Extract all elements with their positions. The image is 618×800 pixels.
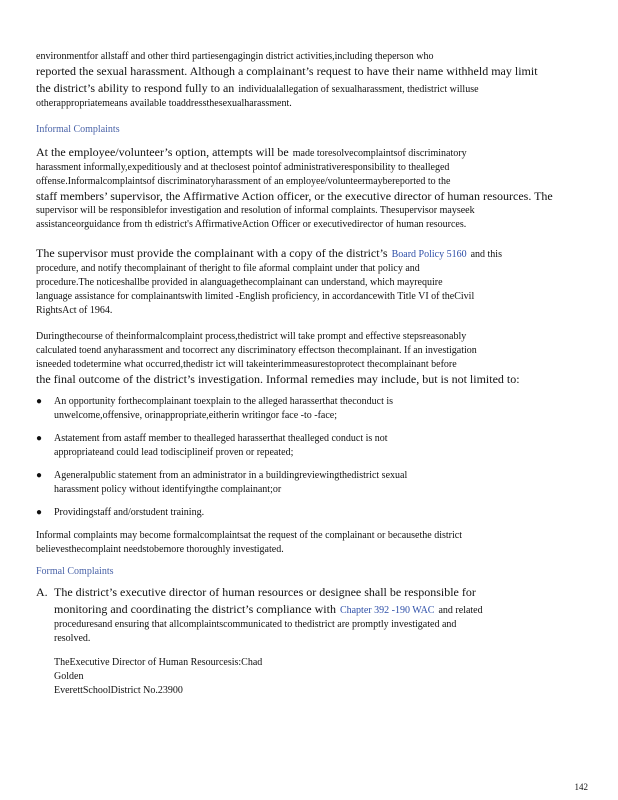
text-line: language assistance for complainantswith limited -English proficiency, in accordancewith Title VI of theCivil — [36, 291, 475, 302]
informal-complaints-heading: Informal Complaints — [36, 124, 120, 135]
page-number: 142 — [574, 782, 588, 792]
text-line: Informal complaints may become formalcomplaintsat the request of the complainant or becausethe district — [36, 530, 462, 541]
text-line: staff members’ supervisor, the Affirmative Action officer, or the executive director of human resources. The — [36, 189, 553, 203]
text-line: calculated toend anyharassment and tocorrect any discriminatory effectson thecomplainant. If an investigation — [36, 345, 477, 356]
paragraph-informal-intro — [36, 143, 576, 232]
bullet-icon: ● — [36, 396, 43, 407]
bullet-icon: ● — [36, 470, 43, 481]
text-line: assistanceorguidance from th edistrict's AffirmativeAction Officer or executivedirector of human resources. — [36, 219, 467, 230]
text-span: The supervisor must provide the complainant with a copy of the district’s — [36, 246, 388, 260]
text-line — [36, 79, 576, 97]
text-line: procedure.The noticeshallbe provided in alanguagethecomplainant can understand, which mayrequire — [36, 277, 443, 288]
text-line: resolved. — [54, 633, 91, 644]
text-line: isneeded todetermine what occurred,thedistr ict will takeinterimmeasurestoprotect thecomplainant before — [36, 359, 457, 370]
text-line: the final outcome of the district’s investigation. Informal remedies may include, but is not limited to: — [36, 372, 520, 386]
text-line: An opportunity forthecomplainant toexplain to the alleged harasserthat theconduct is — [54, 396, 394, 407]
text-line: RightsAct of 1964. — [36, 305, 113, 316]
paragraph-informal-process — [36, 330, 576, 387]
text-line: Golden — [54, 671, 84, 682]
list-item — [36, 432, 576, 460]
informal-remedies-list — [36, 395, 576, 520]
text-span: At the employee/volunteer’s option, attempts will be — [36, 145, 289, 159]
text-span: monitoring and coordinating the district’s compliance with — [54, 602, 336, 616]
wac-chapter-link[interactable]: Chapter 392 -190 WAC — [339, 605, 435, 616]
paragraph-supervisor — [36, 244, 576, 318]
text-line: EverettSchoolDistrict No.23900 — [54, 685, 183, 696]
text-line: Astatement from astaff member to thealleged harasserthat thealleged conduct is not — [54, 433, 388, 444]
board-policy-link[interactable]: Board Policy 5160 — [391, 249, 467, 260]
text-line: Duringthecourse of theinformalcomplaint process,thedistrict will take prompt and effective stepsreasonably — [36, 331, 467, 342]
text-line: proceduresand ensuring that allcomplaintscommunicated to thedistrict are promptly investigated and — [54, 619, 457, 630]
item-letter: A. — [36, 585, 48, 599]
text-line: otherappropriatemeans available toaddressthesexualharassment. — [36, 98, 292, 109]
text-span: and this — [470, 249, 502, 260]
text-span: and related — [438, 605, 483, 616]
text-line: offense.Informalcomplaintsof discriminatoryharassment of an employee/volunteermaybereported to the — [36, 176, 451, 187]
text-line: TheExecutive Director of Human Resourcesis:Chad — [54, 657, 263, 668]
text-line: reported the sexual harassment. Although a complainant’s request to have their name withheld may limit — [36, 64, 538, 78]
text-line: harassment policy without identifyingthe complainant;or — [54, 484, 282, 495]
text-line: believesthecomplaint needstobemore thoroughly investigated. — [36, 544, 284, 555]
text-span: the district’s ability to respond fully to an — [36, 81, 235, 95]
paragraph-escalation — [36, 529, 576, 557]
text-span: individualallegation of sexualharassment, thedistrict willuse — [238, 84, 479, 95]
text-line: The district’s executive director of human resources or designee shall be responsible for — [54, 585, 476, 599]
formal-item-a — [36, 585, 576, 646]
text-line: Providingstaff and/orstudent training. — [54, 507, 205, 518]
text-line: appropriateand could lead todisciplineif proven or repeated; — [54, 447, 294, 458]
bullet-icon: ● — [36, 433, 43, 444]
text-line — [54, 600, 576, 618]
document-page — [36, 50, 576, 698]
text-line — [36, 244, 576, 262]
text-line: Ageneralpublic statement from an administrator in a buildingreviewingthedistrict sexual — [54, 470, 408, 481]
paragraph-continuation — [36, 50, 576, 111]
text-line — [36, 143, 576, 161]
list-item — [36, 506, 576, 520]
list-item — [36, 395, 576, 423]
formal-complaints-heading: Formal Complaints — [36, 566, 114, 577]
text-line: unwelcome,offensive, orinappropriate,eitherin writingor face -to -face; — [54, 410, 338, 421]
text-line: harassment informally,expeditiously and at theclosest pointof administrativeresponsibility to thealleged — [36, 162, 450, 173]
director-signature-block — [36, 656, 576, 698]
text-span: made toresolvecomplaintsof discriminatory — [292, 148, 467, 159]
text-line: environmentfor allstaff and other third partiesengagingin district activities,including theperson who — [36, 51, 434, 62]
bullet-icon: ● — [36, 507, 43, 518]
text-line: supervisor will be responsiblefor investigation and resolution of informal complaints. Thesupervisor mayseek — [36, 205, 475, 216]
list-item — [36, 469, 576, 497]
text-line: procedure, and notify thecomplainant of theright to file aformal complaint under that policy and — [36, 263, 420, 274]
